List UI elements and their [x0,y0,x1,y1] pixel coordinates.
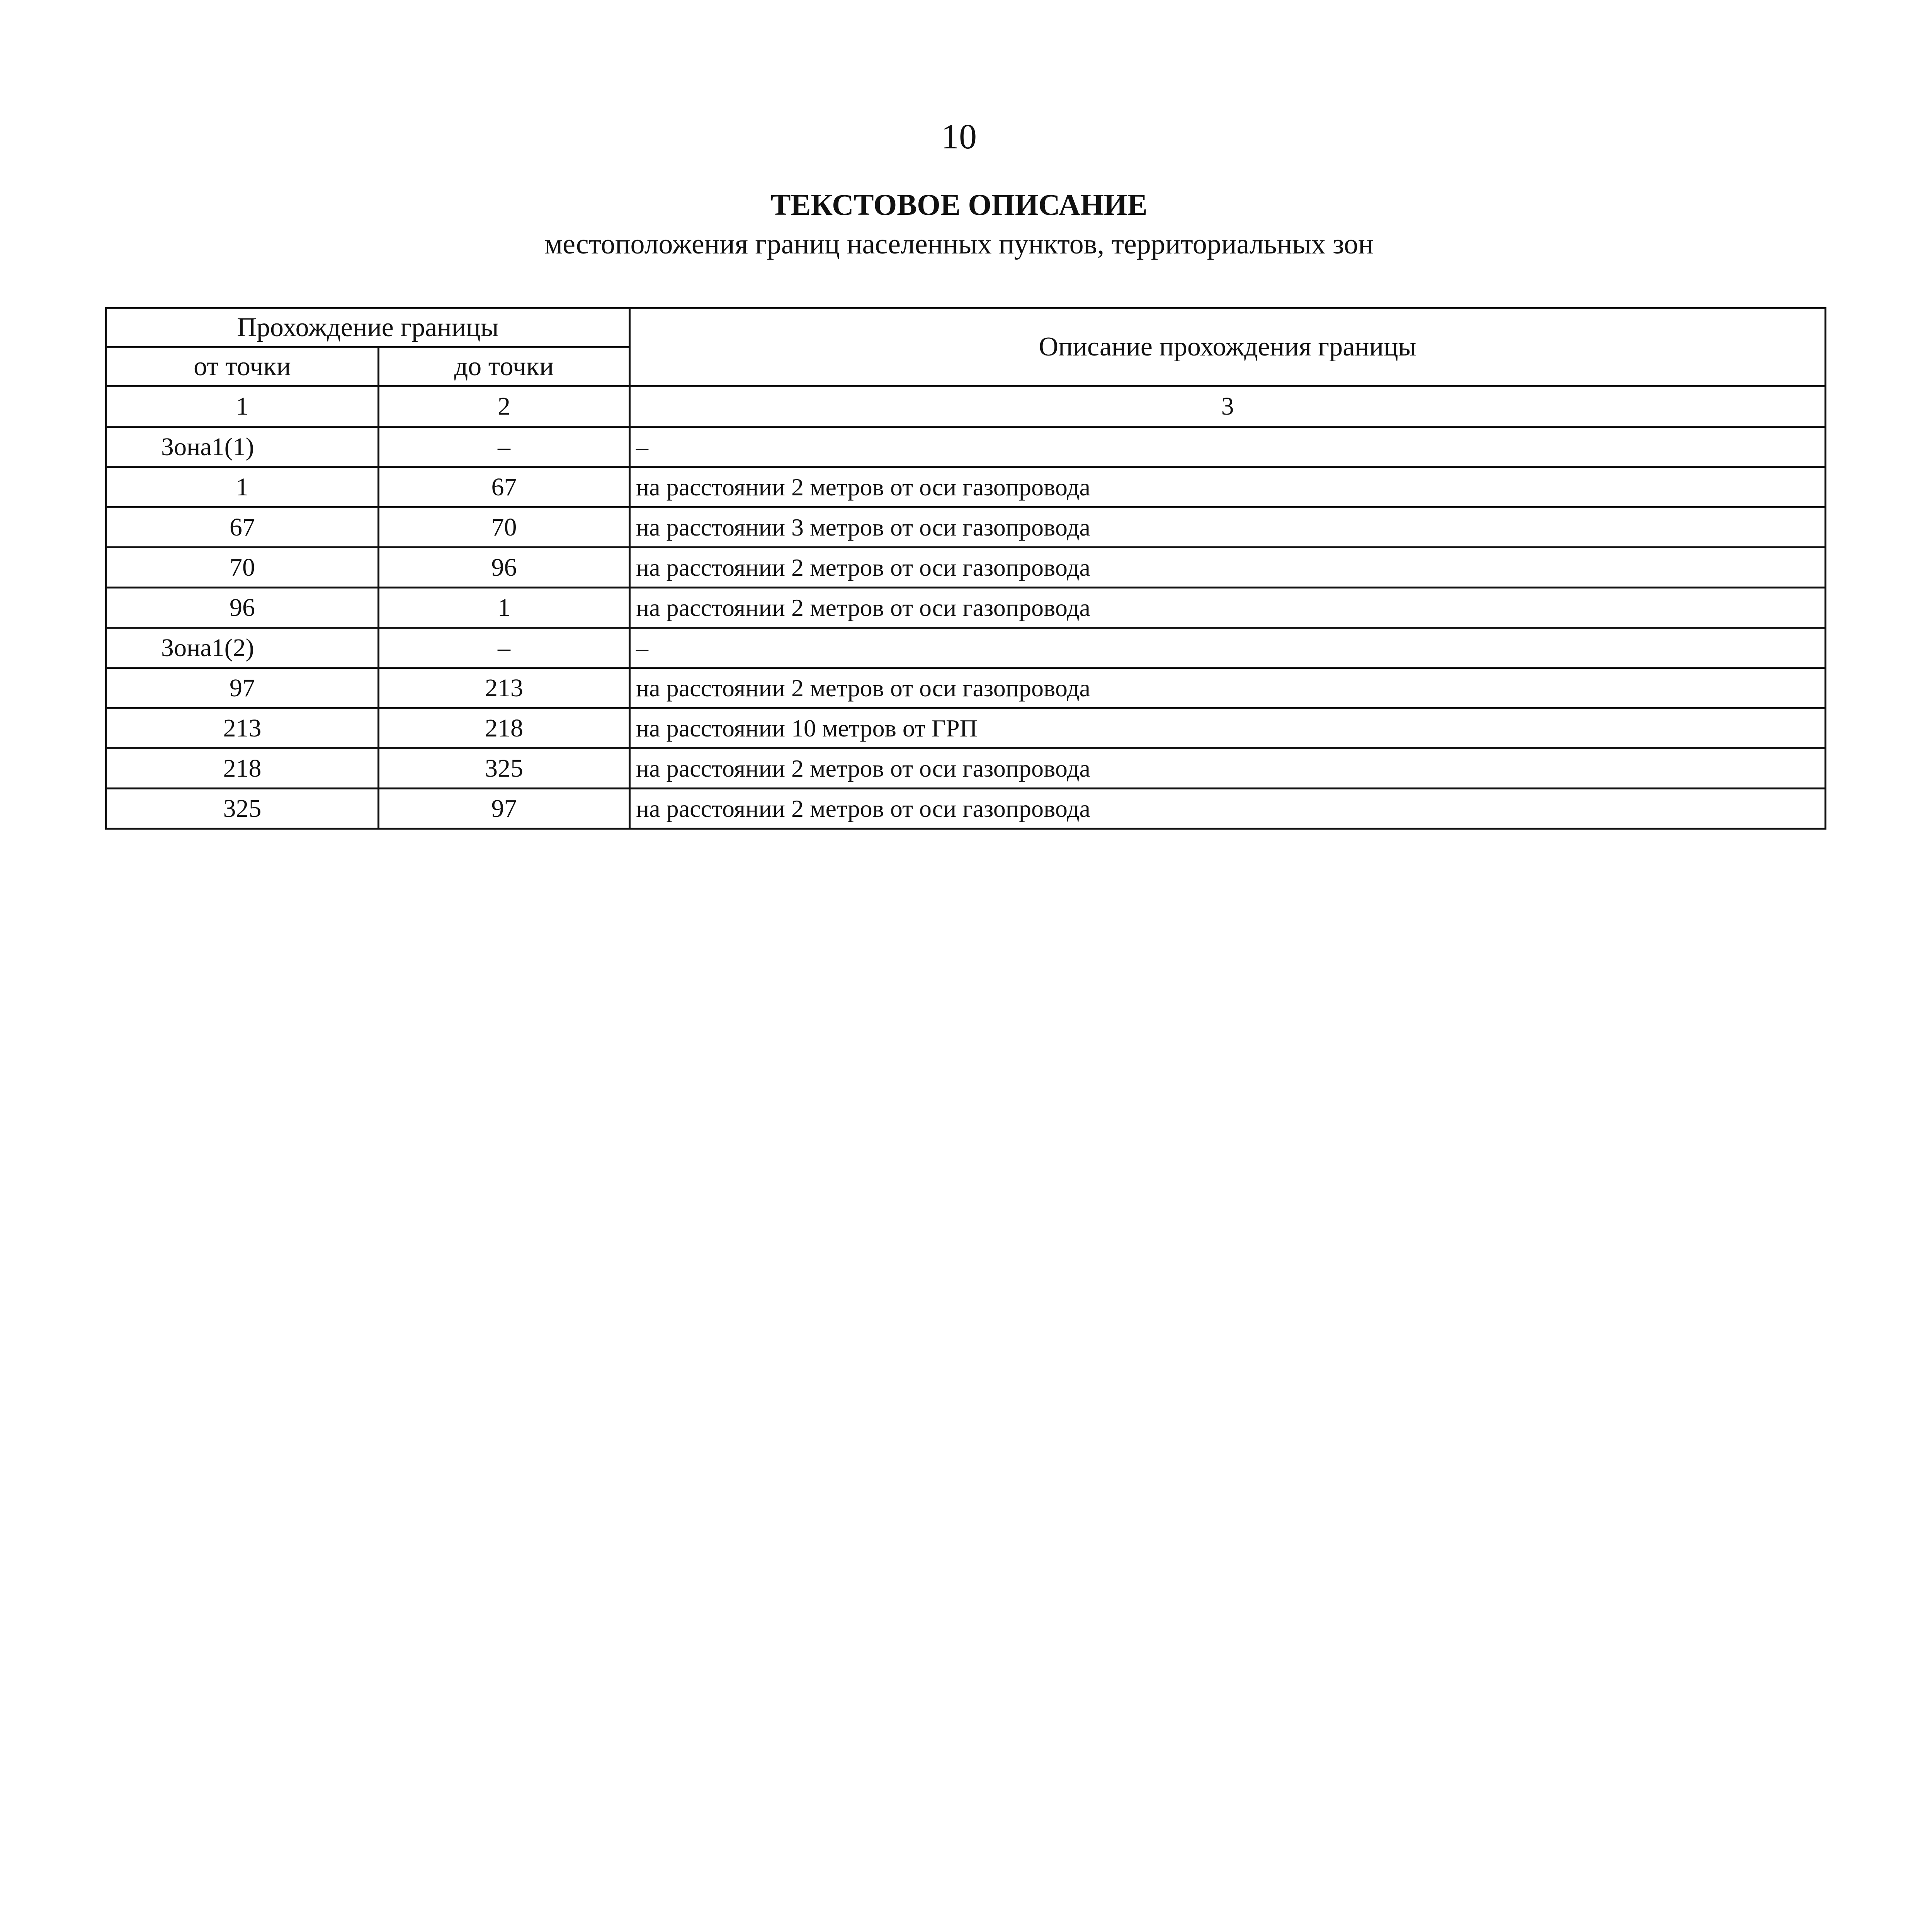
table-row [106,507,1826,548]
description-cell: на расстоянии 2 метров от оси газопровода [630,748,1826,789]
from-point-cell: 96 [106,588,379,628]
from-point-cell: 218 [106,748,379,789]
description-cell: – [630,628,1826,668]
description-cell: – [630,427,1826,467]
table-row [106,548,1826,588]
header-from-point: от точки [106,347,379,386]
to-point-cell: 213 [379,668,630,708]
description-cell: на расстоянии 2 метров от оси газопровода [630,467,1826,507]
description-cell: на расстоянии 3 метров от оси газопровода [630,507,1826,548]
from-point-cell: 213 [106,708,379,748]
to-point-cell: 325 [379,748,630,789]
to-point-cell: 1 [379,588,630,628]
header-boundary-passage: Прохождение границы [106,308,630,347]
header-boundary-description: Описание прохождения границы [630,308,1826,386]
zone-row [106,628,1826,668]
description-cell: на расстоянии 10 метров от ГРП [630,708,1826,748]
page-number: 10 [941,117,977,156]
from-point-cell: Зона1(1) [106,427,379,467]
table-row [106,708,1826,748]
column-number-2: 2 [379,386,630,427]
boundary-description-table [105,307,1826,830]
from-point-cell: 1 [106,467,379,507]
table-row [106,789,1826,829]
table-row [106,467,1826,507]
document-title: ТЕКСТОВОЕ ОПИСАНИЕ [770,188,1148,221]
from-point-cell: 67 [106,507,379,548]
description-cell: на расстоянии 2 метров от оси газопровода [630,789,1826,829]
from-point-cell: 325 [106,789,379,829]
to-point-cell: 67 [379,467,630,507]
to-point-cell: 96 [379,548,630,588]
table-row [106,588,1826,628]
table-row [106,748,1826,789]
from-point-cell: Зона1(2) [106,628,379,668]
to-point-cell: 70 [379,507,630,548]
description-cell: на расстоянии 2 метров от оси газопровода [630,668,1826,708]
to-point-cell: 218 [379,708,630,748]
table-row [106,668,1826,708]
zone-row [106,427,1826,467]
column-number-3: 3 [630,386,1826,427]
to-point-cell: – [379,628,630,668]
to-point-cell: 97 [379,789,630,829]
document-subtitle: местоположения границ населенных пунктов, территориальных зон [544,228,1374,260]
header-to-point: до точки [379,347,630,386]
from-point-cell: 97 [106,668,379,708]
description-cell: на расстоянии 2 метров от оси газопровода [630,548,1826,588]
column-number-1: 1 [106,386,379,427]
table-body [106,427,1826,829]
from-point-cell: 70 [106,548,379,588]
to-point-cell: – [379,427,630,467]
description-cell: на расстоянии 2 метров от оси газопровода [630,588,1826,628]
